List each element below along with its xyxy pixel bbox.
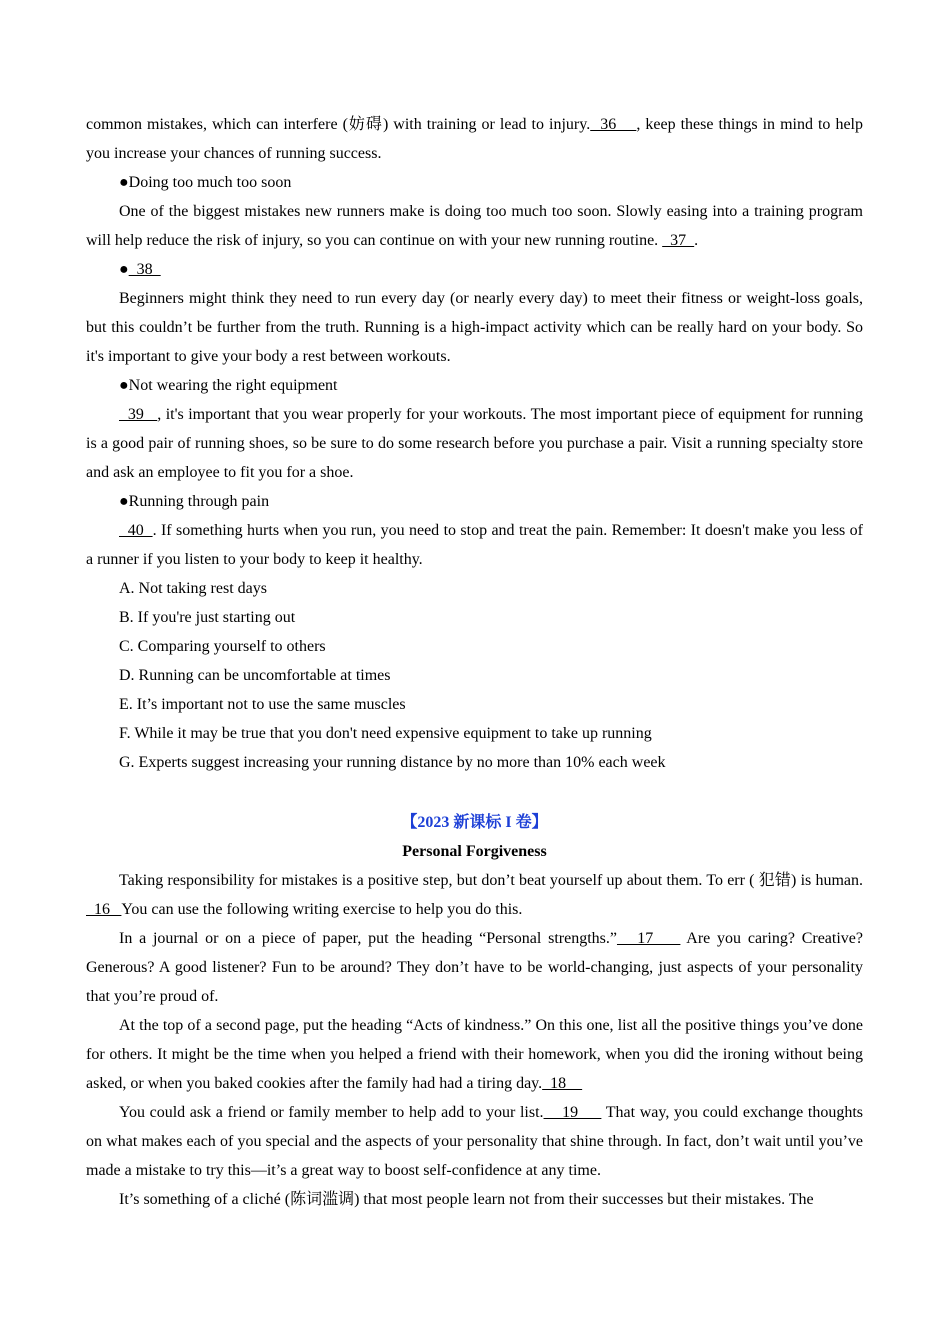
paragraph: One of the biggest mistakes new runners make is doing too much too soon. Slowly easing into a training program will help reduce the risk of injury, so you can continue on with your new running routine. 37 . (86, 203, 863, 249)
paragraph: You could ask a friend or family member to help add to your list. 19 That way, you could exchange thoughts on what makes each of you special and the aspects of your personality that shine through. In fact, don’t wait until you’ve made a mistake to try this—it’s a great way to boost self-confidence at any time. (86, 1104, 864, 1179)
answer-blank-36: 36 (590, 116, 637, 133)
paragraph: At the top of a second page, put the heading “Acts of kindness.” On this one, list all the positive things you’ve done for others. It might be the time when you helped a friend with their homework, when you did the ironing without being asked, or when you baked cookies after the family had had a tiring day. 18 (86, 1017, 863, 1092)
answer-blank-37: 37 (662, 232, 695, 249)
paragraph: 40 . If something hurts when you run, you need to stop and treat the pain. Remember: It doesn't make you less of a runner if you listen to your body to keep it healthy. (86, 522, 864, 568)
answer-blank-19: 19 (543, 1104, 602, 1121)
subheading-running-through-pain: ●Running through pain (119, 493, 270, 510)
paragraph: Beginners might think they need to run every day (or nearly every day) to meet their fitness or weight-loss goals, but this couldn’t be further from the truth. Running is a high-impact activity which can be really hard on your body. So it's important to give your body a rest between workouts. (86, 290, 863, 365)
subheading-doing-too-much: ●Doing too much too soon (119, 174, 292, 191)
answer-blank-18: 18 (542, 1075, 583, 1092)
answer-blank-17: 17 (616, 930, 681, 947)
subheading-blank-38: ● 38 (119, 261, 161, 278)
option-d: D. Running can be uncomfortable at times (119, 667, 391, 684)
option-g: G. Experts suggest increasing your running distance by no more than 10% each week (119, 754, 666, 771)
paragraph: 39 , it's important that you wear properly for your workouts. The most important piece of equipment for running is a good pair of running shoes, so be sure to do some research before you purchase a pair. Visit a running specialty store and ask an employee to fit you for a shoe. (86, 406, 864, 481)
option-e: E. It’s important not to use the same muscles (119, 696, 406, 713)
option-f: F. While it may be true that you don't need expensive equipment to take up running (119, 725, 652, 742)
option-a: A. Not taking rest days (119, 580, 267, 597)
paragraph: Taking responsibility for mistakes is a positive step, but don’t beat yourself up about them. To err ( 犯错) is human. 16 You can use the following writing exercise to help you do this. (86, 872, 863, 918)
answer-blank-16: 16 (86, 901, 122, 918)
answer-blank-38: 38 (128, 261, 161, 278)
section-heading: 【2023 新课标 I 卷】 (401, 814, 548, 831)
option-c: C. Comparing yourself to others (119, 638, 326, 655)
subheading-equipment: ●Not wearing the right equipment (119, 377, 338, 394)
paragraph: common mistakes, which can interfere (妨碍) with training or lead to injury. 36 , keep these things in mind to help you increase your chances of running success. (86, 116, 864, 162)
paragraph: It’s something of a cliché (陈词滥调) that most people learn not from their successes but their mistakes. The (119, 1191, 814, 1208)
paragraph: In a journal or on a piece of paper, put the heading “Personal strengths.” 17 Are you caring? Creative? Generous? A good listener? Fun to be around? They don’t have to be world-changing, just aspects of your personality that you’re proud of. (86, 930, 863, 1005)
answer-blank-39: 39 (119, 406, 158, 423)
answer-blank-40: 40 (119, 522, 153, 539)
document-body (86, 110, 863, 1214)
option-b: B. If you're just starting out (119, 609, 296, 626)
passage-title: Personal Forgiveness (402, 843, 547, 860)
